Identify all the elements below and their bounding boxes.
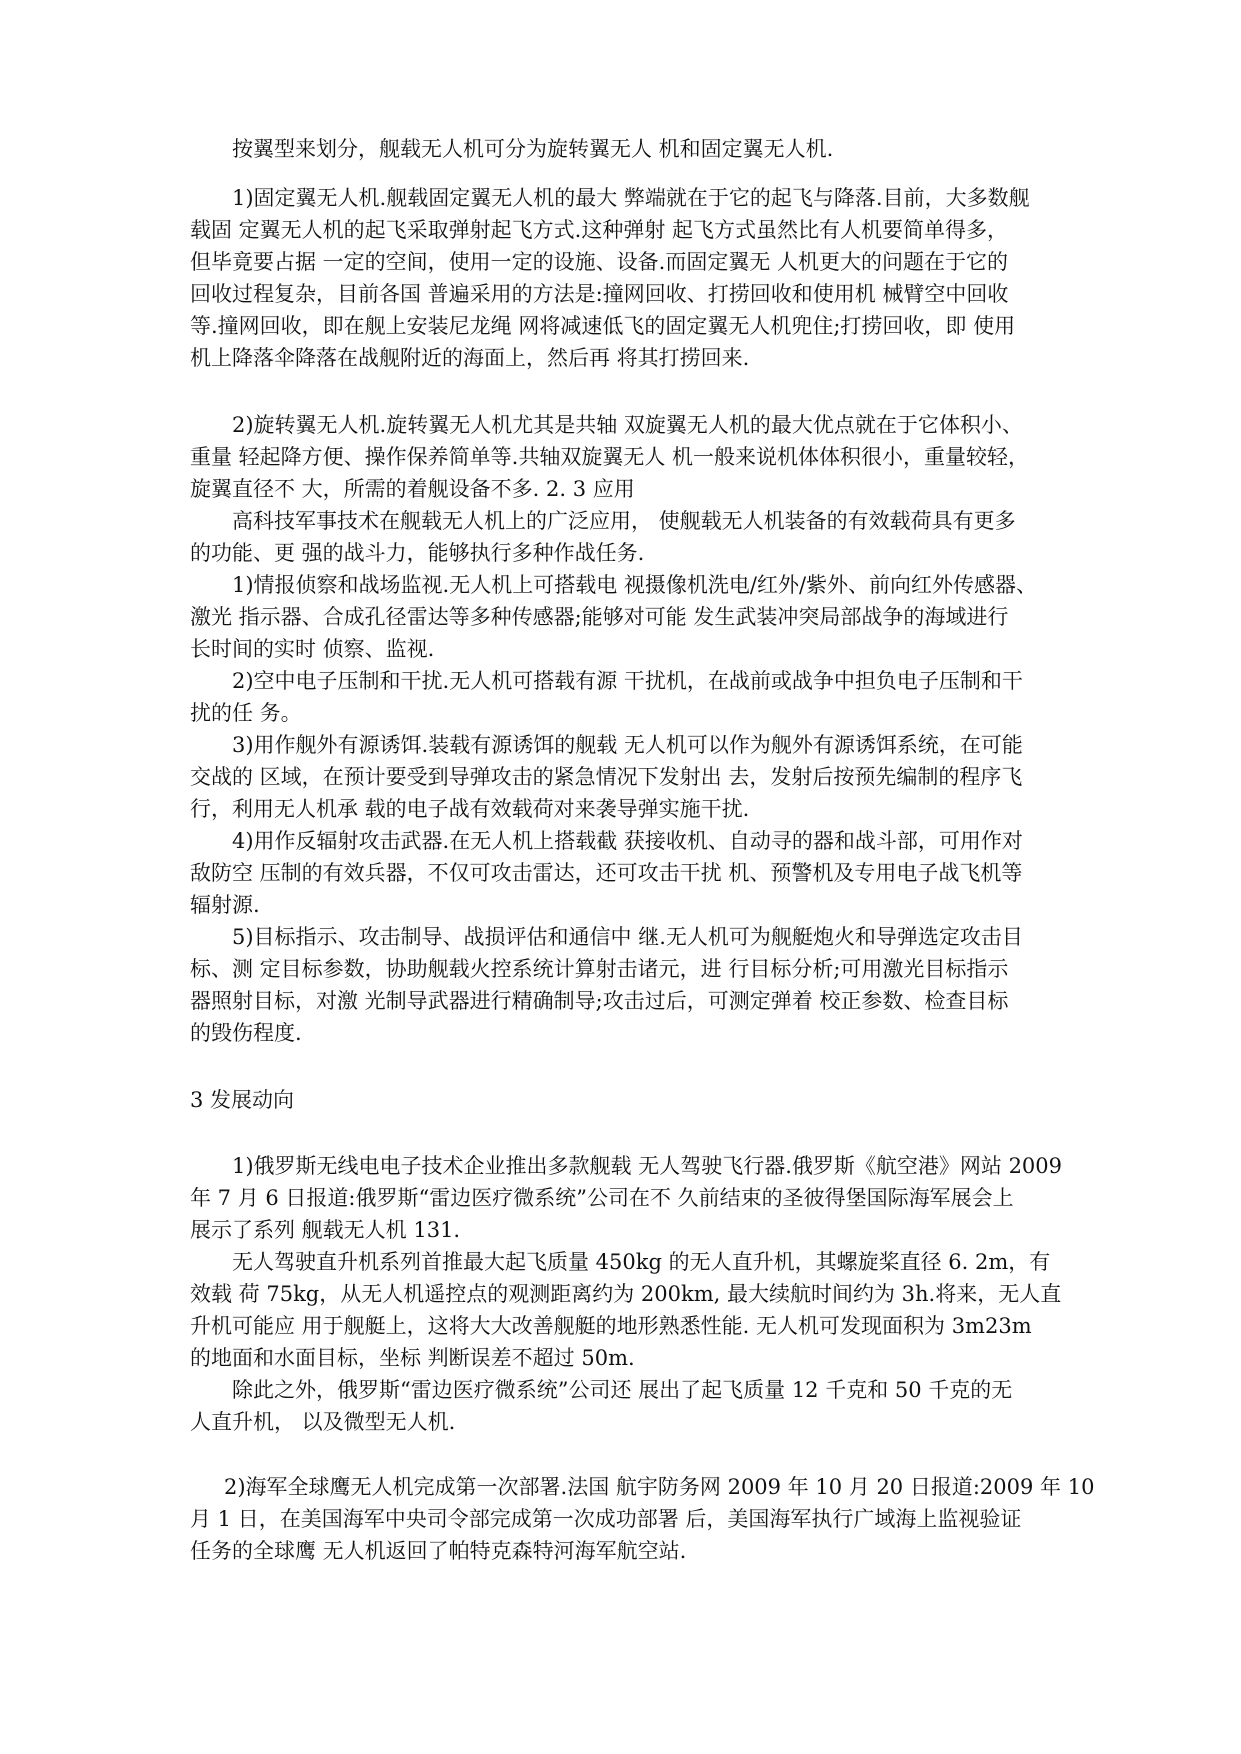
text-line: 1)俄罗斯无线电电子技术企业推出多款舰载 无人驾驶飞行器.俄罗斯《航空港》网站 2009 bbox=[232, 1154, 1063, 1178]
text-line: 标、测 定目标参数，协助舰载火控系统计算射击诸元，进 行目标分析;可用激光目标指示 bbox=[190, 957, 1009, 981]
text-line: 按翼型来划分，舰载无人机可分为旋转翼无人 机和固定翼无人机. bbox=[232, 137, 834, 161]
text-line: 升机可能应 用于舰艇上，这将大大改善舰艇的地形熟悉性能. 无人机可发现面积为 3m23m bbox=[190, 1314, 1032, 1338]
text-line: 3)用作舰外有源诱饵.装载有源诱饵的舰载 无人机可以作为舰外有源诱饵系统，在可能 bbox=[232, 733, 1023, 757]
section-heading: 3 发展动向 bbox=[190, 1088, 295, 1112]
text-line: 回收过程复杂，目前各国 普遍采用的方法是:撞网回收、打捞回收和使用机 械臂空中回收 bbox=[190, 282, 1009, 306]
text-line: 除此之外，俄罗斯“雷边医疗微系统”公司还 展出了起飞质量 12 千克和 50 千克的无 bbox=[232, 1378, 1013, 1402]
text-line: 长时间的实时 侦察、监视. bbox=[190, 637, 435, 661]
text-line: 2)空中电子压制和干扰.无人机可搭载有源 干扰机，在战前或战争中担负电子压制和干 bbox=[232, 669, 1023, 693]
text-line: 2)海军全球鹰无人机完成第一次部署.法国 航宇防务网 2009 年 10 月 20 日报道:2009 年 10 bbox=[224, 1475, 1095, 1499]
text-line: 但毕竟要占据 一定的空间，使用一定的设施、设备.而固定翼无 人机更大的问题在于它的 bbox=[190, 250, 1009, 274]
text-line: 任务的全球鹰 无人机返回了帕特克森特河海军航空站. bbox=[190, 1539, 687, 1563]
text-line: 辐射源. bbox=[190, 893, 260, 917]
text-line: 人直升机， 以及微型无人机. bbox=[190, 1410, 456, 1434]
text-line: 器照射目标，对激 光制导武器进行精确制导;攻击过后，可测定弹着 校正参数、检查目标 bbox=[190, 989, 1009, 1013]
text-line: 2)旋转翼无人机.旋转翼无人机尤其是共轴 双旋翼无人机的最大优点就在于它体积小、 bbox=[232, 413, 1023, 437]
text-line: 高科技军事技术在舰载无人机上的广泛应用， 使舰载无人机装备的有效载荷具有更多 bbox=[232, 509, 1016, 533]
text-line: 5)目标指示、攻击制导、战损评估和通信中 继.无人机可为舰艇炮火和导弹选定攻击目 bbox=[232, 925, 1023, 949]
text-line: 月 1 日，在美国海军中央司令部完成第一次成功部署 后，美国海军执行广域海上监视验证 bbox=[190, 1507, 1022, 1531]
text-line: 1)情报侦察和战场监视.无人机上可搭载电 视摄像机洗电/红外/紫外、前向红外传感器、 bbox=[232, 573, 1038, 597]
text-line: 交战的 区域，在预计要受到导弹攻击的紧急情况下发射出 去，发射后按预先编制的程序飞 bbox=[190, 765, 1023, 789]
text-line: 重量 轻起降方便、操作保养简单等.共轴双旋翼无人 机一般来说机体体积很小，重量较轻， bbox=[190, 445, 1030, 469]
text-line: 1)固定翼无人机.舰载固定翼无人机的最大 弊端就在于它的起飞与降落.目前，大多数舰 bbox=[232, 186, 1030, 210]
text-line: 机上降落伞降落在战舰附近的海面上，然后再 将其打捞回来. bbox=[190, 346, 750, 370]
text-line: 行，利用无人机承 载的电子战有效载荷对来袭导弹实施干扰. bbox=[190, 797, 750, 821]
text-line: 激光 指示器、合成孔径雷达等多种传感器;能够对可能 发生武装冲突局部战争的海域进行 bbox=[190, 605, 1009, 629]
text-line: 的地面和水面目标，坐标 判断误差不超过 50m. bbox=[190, 1346, 635, 1370]
text-line: 展示了系列 舰载无人机 131. bbox=[190, 1218, 461, 1242]
text-line: 的功能、更 强的战斗力，能够执行多种作战任务. bbox=[190, 541, 645, 565]
text-line: 效载 荷 75kg，从无人机遥控点的观测距离约为 200km, 最大续航时间约为 3h.将来，无人直 bbox=[190, 1282, 1062, 1306]
text-line: 敌防空 压制的有效兵器，不仅可攻击雷达，还可攻击干扰 机、预警机及专用电子战飞机等 bbox=[190, 861, 1023, 885]
text-line: 等.撞网回收，即在舰上安装尼龙绳 网将减速低飞的固定翼无人机兜住;打捞回收，即 使用 bbox=[190, 314, 1016, 338]
text-line: 的毁伤程度. bbox=[190, 1021, 302, 1045]
text-line: 年 7 月 6 日报道:俄罗斯“雷边医疗微系统”公司在不 久前结束的圣彼得堡国际海军展会上 bbox=[190, 1186, 1014, 1210]
text-line: 4)用作反辐射攻击武器.在无人机上搭载截 获接收机、自动寻的器和战斗部，可用作对 bbox=[232, 829, 1023, 853]
text-line: 旋翼直径不 大，所需的着舰设备不多. 2. 3 应用 bbox=[190, 477, 635, 501]
text-line: 载固 定翼无人机的起飞采取弹射起飞方式.这种弹射 起飞方式虽然比有人机要简单得多， bbox=[190, 218, 1009, 242]
text-line: 扰的任 务。 bbox=[190, 701, 302, 725]
text-line: 无人驾驶直升机系列首推最大起飞质量 450kg 的无人直升机，其螺旋桨直径 6. 2m，有 bbox=[232, 1250, 1051, 1274]
